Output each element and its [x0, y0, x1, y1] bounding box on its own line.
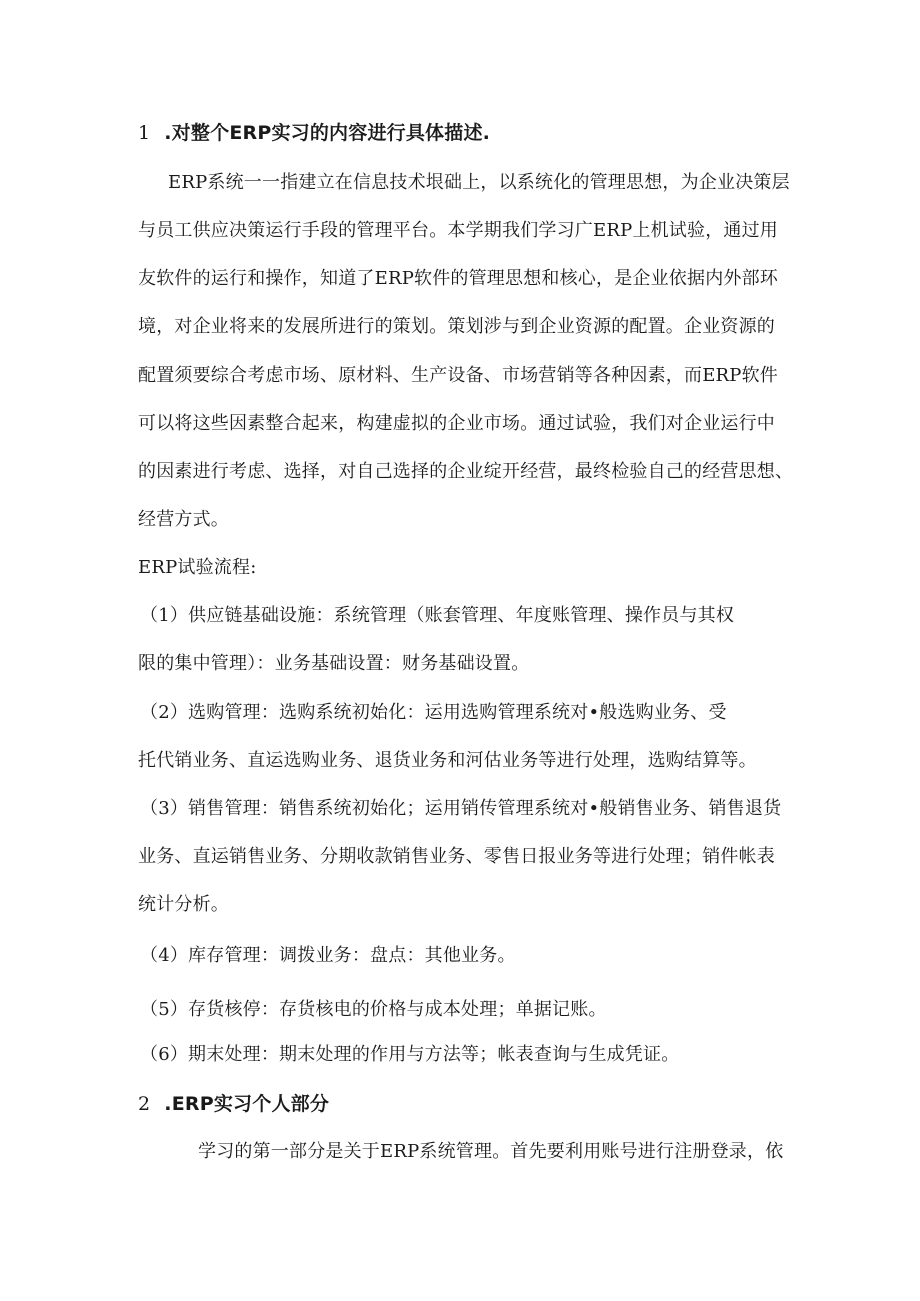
step-6: （6）期末处理：期末处理的作用与方法等；帐表查询与生成凭证。 [140, 1044, 680, 1065]
step-1-line-2: 限的集中管理）：业务基础设置：财务基础设置。 [138, 653, 530, 674]
para1-line-8: 经营方式。 [138, 509, 229, 530]
para1-line-6: 可以将这些因素整合起来，构建虚拟的企业市场。通过试验，我们对企业运行中 [138, 413, 775, 434]
section-2-heading [138, 1092, 329, 1116]
flow-title: ERP试验流程: [138, 557, 257, 578]
para1-line-4: 境，对企业将来的发展所进行的策划。策划涉与到企业资源的配置。企业资源的 [138, 316, 775, 337]
step-3-line-2: 业务、直运销售业务、分期收款销售业务、零售日报业务等进行处理；销件帐表 [138, 846, 775, 867]
section-2-title: .ERP实习个人部分 [164, 1093, 330, 1115]
para1-line-1: ERP系统一一指建立在信息技术垠础上，以系统化的管理思想，为企业决策层 [168, 172, 790, 193]
step-4: （4）库存管理：调拨业务：盘点：其他业务。 [140, 945, 516, 966]
section-1-heading [138, 121, 490, 145]
para1-line-5: 配置须要综合考虑市场、原材料、生产设备、市场营销等各种因素，而ERP软件 [138, 365, 779, 386]
section-1-title: .对整个ERP实习的内容进行具体描述. [164, 122, 491, 144]
section-2-number: 2 [138, 1093, 151, 1115]
step-2-line-1: （2）选购管理：选购系统初始化：运用选购管理系统对•般选购业务、受 [140, 702, 727, 723]
section-1-number: 1 [138, 122, 151, 144]
step-3-line-3: 统计分析。 [138, 894, 229, 915]
para1-line-2: 与员工供应决策运行手段的管理平台。本学期我们学习广ERP上机试验，通过用 [138, 220, 779, 241]
para1-line-3: 友软件的运行和操作，知道了ERP软件的管理思想和核心，是企业依据内外部环 [138, 268, 779, 289]
step-2-line-2: 托代销业务、直运选购业务、退货业务和河估业务等进行处理，选购结算等。 [138, 750, 757, 771]
para2-line-1: 学习的第一部分是关于ERP系统管理。首先要利用账号进行注册登录，依 [198, 1141, 784, 1162]
step-3-line-1: （3）销售管理：销售系统初始化；运用销传管理系统对•般销售业务、销售退货 [140, 798, 782, 819]
step-5: （5）存货核停：存货核电的价格与成本处理；单据记账。 [140, 999, 607, 1020]
step-1-line-1: （1）供应链基础设施：系统管理（账套管理、年度账管理、操作员与其权 [140, 605, 735, 626]
para1-line-7: 的因素进行考虑、选择，对自己选择的企业绽开经营，最终检验自己的经营思想、 [138, 461, 794, 482]
